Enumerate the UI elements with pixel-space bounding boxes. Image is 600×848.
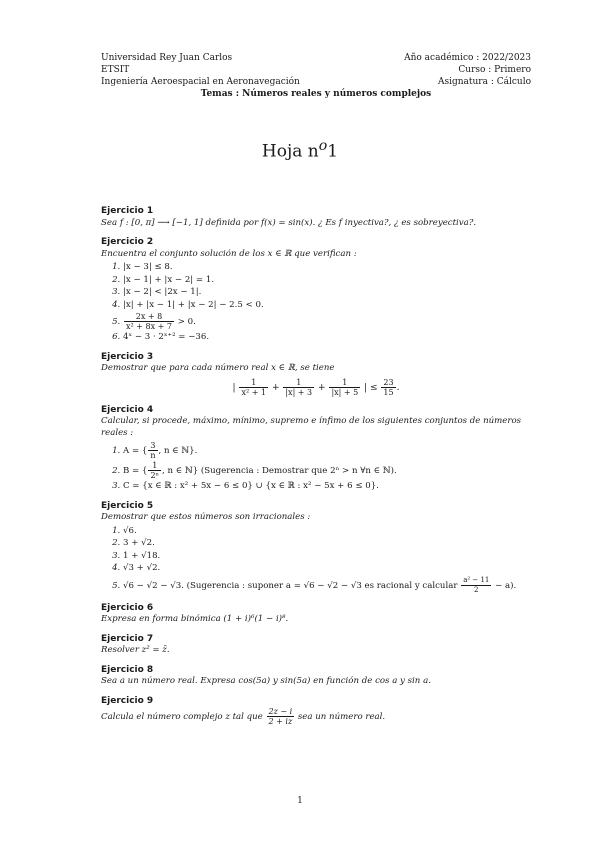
exercise-statement: Sea f : [0, π] ⟶ [−1, 1] definida por f(x) = sin(x). ¿ Es f inyectiva?, ¿ es sobreyectiva?.	[101, 217, 477, 228]
exercise-title: Ejercicio 5	[101, 500, 154, 511]
sheet-title: Hoja $n^o1$	[261, 138, 339, 162]
list-item: 3. |x − 2| < |2x − 1|.	[123, 287, 531, 299]
exercise-statement: Encuentra el conjunto solución de los x ∈ ℝ que verifican :	[101, 248, 357, 259]
exercise-6	[101, 603, 531, 626]
list-item: 5. $\frac{2x + 8}{\text{x² + 8x + 7}}$ > 0.	[123, 312, 531, 331]
list-item: 2. |x − 1| + |x − 2| = 1.	[123, 275, 531, 287]
list-item: 2. 3 + √2.	[123, 538, 531, 550]
list-item: 4. √3 + √2.	[123, 563, 531, 575]
topics-line: Temas : Números reales y números complejos	[200, 89, 432, 99]
academic-year: Año académico : 2022/2023	[404, 53, 531, 63]
list-item: 3. 1 + √18.	[123, 551, 531, 563]
exercise-title: Ejercicio 2	[101, 237, 154, 247]
exercise-statement: Calcula el número complejo z tal que $\frac{2z - i}{2 + iz}$ sea un número real.	[101, 707, 386, 726]
page-number: 1	[297, 796, 303, 806]
document-header	[101, 52, 531, 100]
exercise-title: Ejercicio 7	[101, 633, 154, 644]
exercise-statement: Calcular, si procede, máximo, mínimo, supremo e ínfimo de los siguientes conjuntos de números reales :	[101, 416, 522, 438]
exercise-items	[101, 262, 531, 344]
exercise-title: Ejercicio 3	[101, 351, 154, 362]
exercise-title: Ejercicio 9	[101, 695, 154, 706]
exercise-items	[101, 526, 531, 595]
list-item: 3. C = {x ∈ ℝ : x² + 5x − 6 ≤ 0} ∪ {x ∈ ℝ : x² − 5x + 6 ≤ 0}.	[123, 481, 531, 493]
exercise-7	[101, 634, 531, 657]
list-item: 4. |x| + |x − 1| + |x − 2| − 2.5 < 0.	[123, 300, 531, 312]
list-item: 1. A = { $\frac{3}{n}$ , n ∈ ℕ}.	[123, 441, 531, 460]
exercise-1	[101, 206, 531, 229]
display-formula: | $\frac{1}{\text{x² + 1}}$ + $\frac{1}{|x| + 3}$ + $\frac{1}{|x| + 5}$ | ≤ $\frac{23}{15}$ .	[232, 377, 400, 397]
university-name: Universidad Rey Juan Carlos	[101, 53, 233, 63]
exercise-2	[101, 237, 531, 344]
fraction: 5. $\frac{2x + 8}{\text{x² + 8x + 7}}$	[126, 312, 172, 331]
list-item: 2. B = { $\frac{1}{\text{2ⁿ}}$ , n ∈ ℕ} (Sugerencia : Demostrar que 2ⁿ > n ∀n ∈ ℕ).	[123, 461, 531, 480]
list-item: 1. |x − 3| ≤ 8.	[123, 262, 531, 274]
course-label: Curso : Primero	[458, 65, 531, 75]
list-item: 1. √6.	[123, 526, 531, 538]
exercise-statement: Expresa en forma binómica (1 + i)⁶(1 − i)⁸.	[101, 614, 289, 624]
exercise-4	[101, 405, 531, 493]
exercise-statement: Resolver z² = z̄.	[101, 645, 170, 655]
exercise-title: Ejercicio 8	[101, 664, 154, 675]
school-name: ETSIT	[101, 65, 130, 75]
exercise-5	[101, 501, 531, 595]
degree-name: Ingeniería Aeroespacial en Aeronavegación	[101, 77, 300, 87]
list-item: 6. 4ˣ − 3 · 2ˣ⁺² = −36.	[123, 332, 531, 344]
exercise-items	[101, 441, 531, 493]
exercise-title: Ejercicio 1	[101, 206, 154, 216]
exercise-statement: Demostrar que estos números son irracionales :	[101, 512, 311, 522]
exercise-statement: Demostrar que para cada número real x ∈ ℝ, se tiene	[101, 363, 335, 373]
exercise-8	[101, 665, 531, 688]
exercise-title: Ejercicio 6	[101, 602, 154, 613]
exercise-9	[101, 696, 531, 727]
exercise-3	[101, 352, 531, 397]
exercise-title: Ejercicio 4	[101, 404, 154, 415]
exercise-statement: Sea a un número real. Expresa cos(5a) y sin(5a) en función de cos a y sin a.	[101, 676, 431, 686]
subject-label: Asignatura : Cálculo	[437, 77, 531, 87]
exercise-list	[101, 206, 531, 734]
list-item: 5. √6 − √2 − √3. (Sugerencia : suponer a = √6 − √2 − √3 es racional y calcular $\frac{\text{a² − 11}}{2}$ − a).	[123, 576, 531, 595]
